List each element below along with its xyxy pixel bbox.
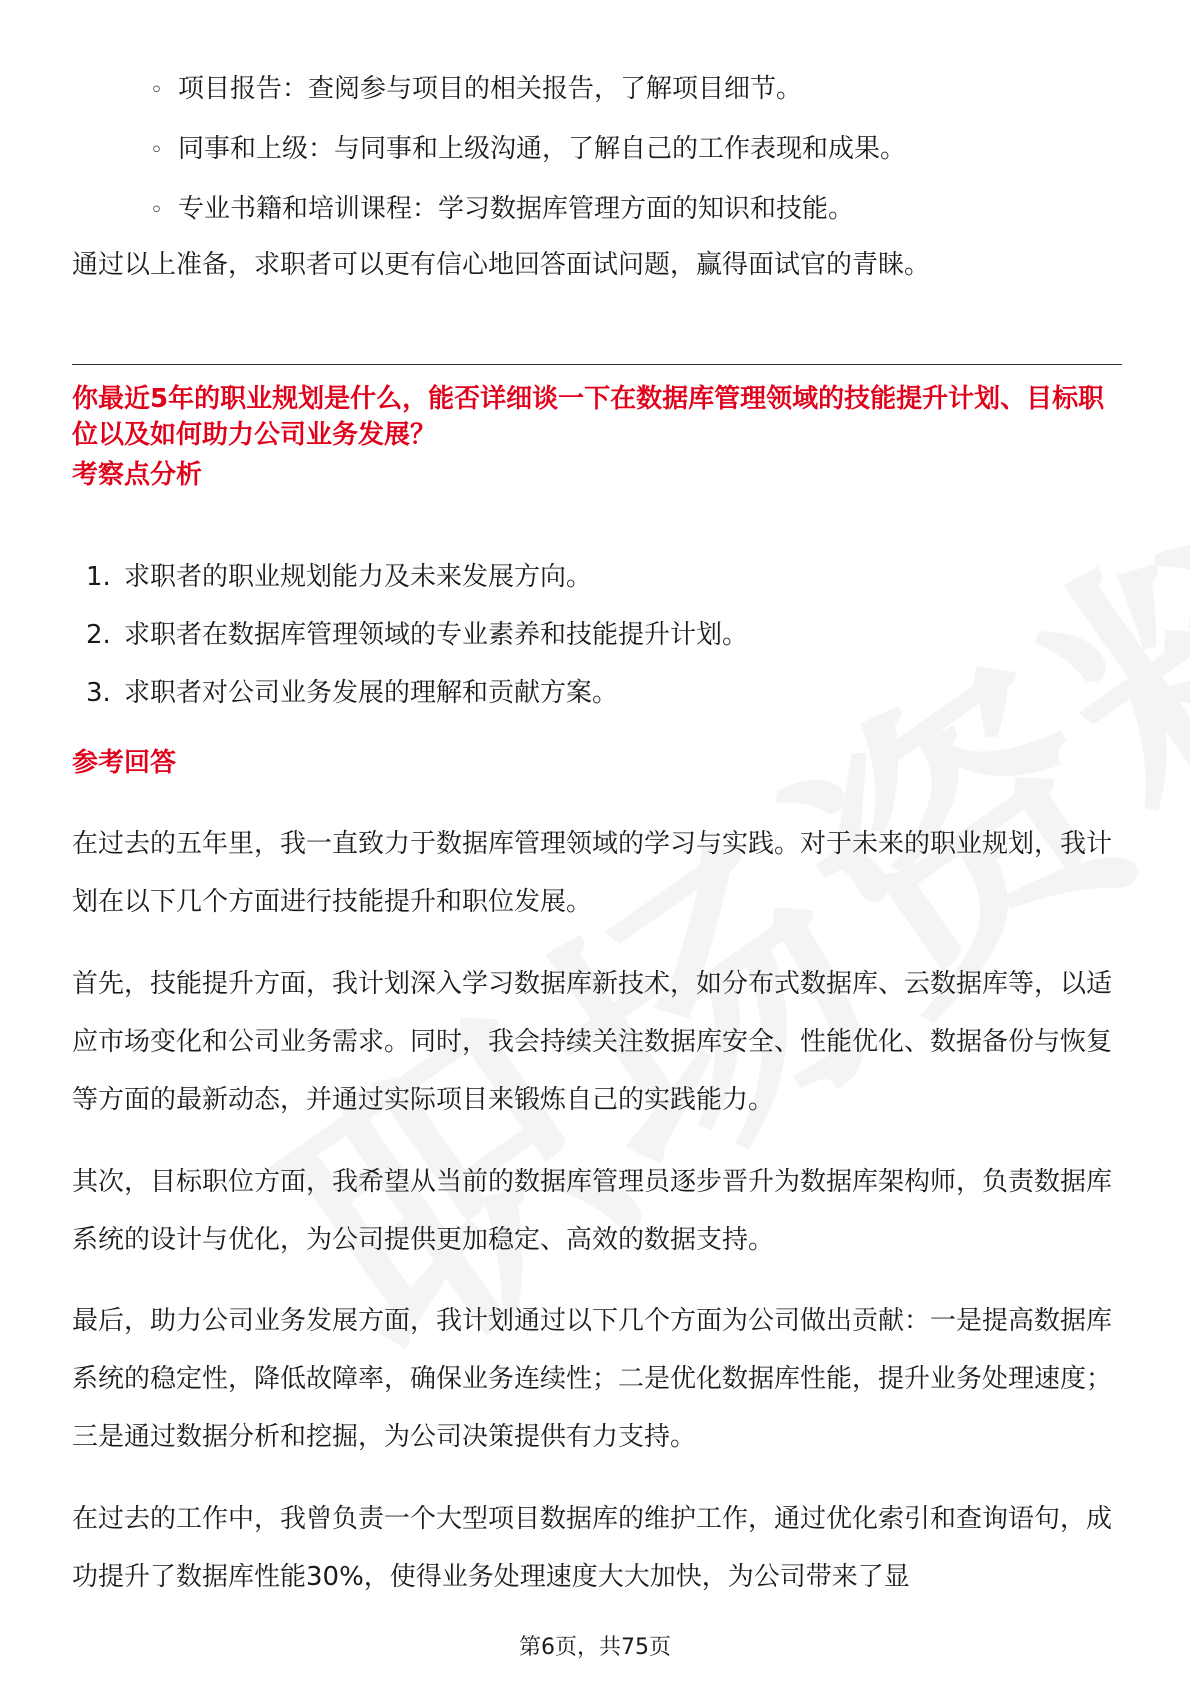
bullet-icon: ◦ — [150, 78, 163, 103]
list-item — [150, 180, 906, 240]
answer-paragraph: 其次，目标职位方面，我希望从当前的数据库管理员逐步晋升为数据库架构师，负责数据库系统的设计与优化，为公司提供更加稳定、高效的数据支持。 — [72, 1167, 1113, 1255]
answer-paragraph: 首先，技能提升方面，我计划深入学习数据库新技术，如分布式数据库、云数据库等，以适应市场变化和公司业务需求。同时，我会持续关注数据库安全、性能优化、数据备份与恢复等方面的最新动态，并通过实际项目来锻炼自己的实践能力。 — [72, 969, 1113, 1115]
list-item — [86, 548, 748, 606]
item-text: 求职者的职业规划能力及未来发展方向。 — [124, 562, 593, 592]
section-divider — [72, 364, 1122, 365]
list-item — [86, 664, 748, 722]
interview-question: 你最近5年的职业规划是什么，能否详细谈一下在数据库管理领域的技能提升计划、目标职位以及如何助力公司业务发展？ — [72, 384, 1105, 450]
analysis-list — [86, 548, 748, 722]
answer-paragraph: 在过去的五年里，我一直致力于数据库管理领域的学习与实践。对于未来的职业规划，我计划在以下几个方面进行技能提升和职位发展。 — [72, 829, 1113, 917]
summary-paragraph: 通过以上准备，求职者可以更有信心地回答面试问题，赢得面试官的青睐。 — [72, 250, 931, 280]
bullet-text: 同事和上级：与同事和上级沟通，了解自己的工作表现和成果。 — [178, 134, 907, 164]
bullet-icon: ◦ — [150, 138, 163, 163]
analysis-heading: 考察点分析 — [72, 460, 203, 490]
list-item — [150, 60, 906, 120]
bullet-text: 项目报告：查阅参与项目的相关报告，了解项目细节。 — [178, 74, 803, 104]
page-number-footer: 第6页，共75页 — [519, 1635, 671, 1660]
bullet-icon: ◦ — [150, 198, 163, 223]
item-text: 求职者在数据库管理领域的专业素养和技能提升计划。 — [124, 620, 749, 650]
item-number: 2. — [86, 620, 111, 650]
list-item — [86, 606, 748, 664]
list-item — [150, 120, 906, 180]
answer-heading: 参考回答 — [72, 748, 177, 778]
bullet-text: 专业书籍和培训课程：学习数据库管理方面的知识和技能。 — [178, 194, 855, 224]
answer-paragraph: 在过去的工作中，我曾负责一个大型项目数据库的维护工作，通过优化索引和查询语句，成功提升了数据库性能30%，使得业务处理速度大大加快，为公司带来了显 — [72, 1504, 1113, 1592]
item-number: 1. — [86, 562, 111, 592]
resource-bullet-list — [150, 60, 906, 240]
answer-paragraph: 最后，助力公司业务发展方面，我计划通过以下几个方面为公司做出贡献：一是提高数据库系统的稳定性，降低故障率，确保业务连续性；二是优化数据库性能，提升业务处理速度；三是通过数据分析和挖掘，为公司决策提供有力支持。 — [72, 1306, 1113, 1452]
item-number: 3. — [86, 678, 111, 708]
item-text: 求职者对公司业务发展的理解和贡献方案。 — [124, 678, 619, 708]
